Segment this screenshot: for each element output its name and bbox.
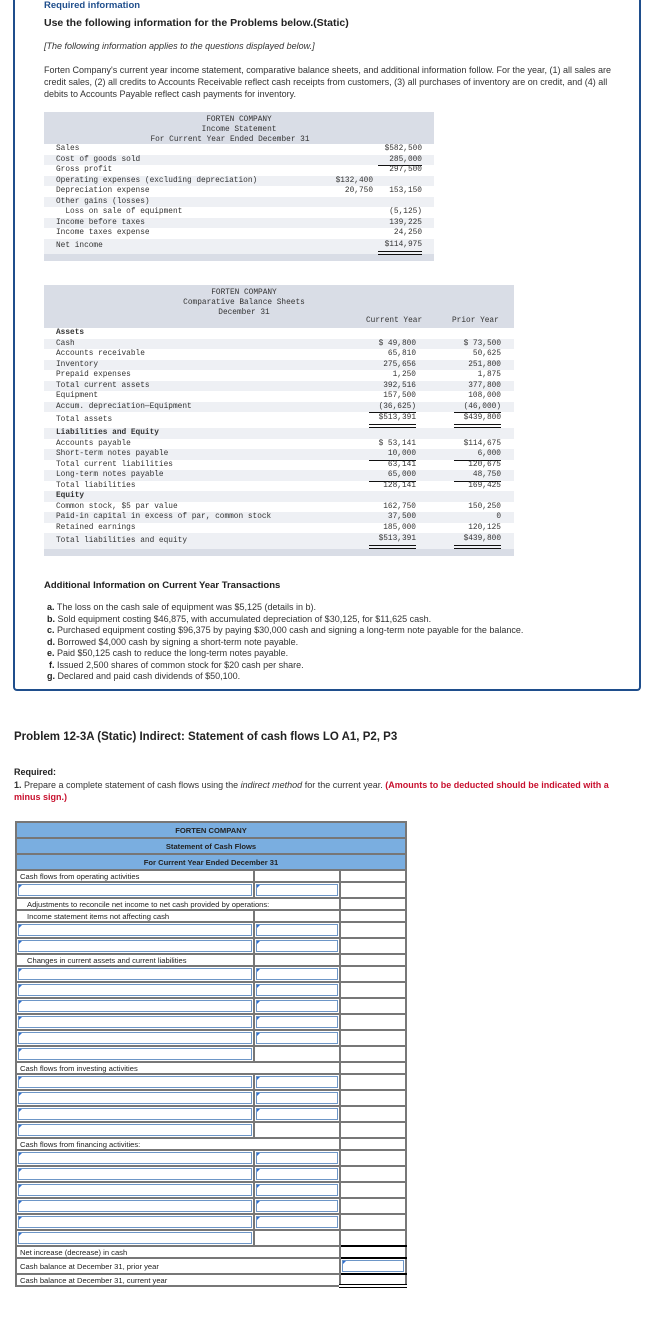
investing-amount-input[interactable]: [256, 1076, 338, 1088]
bs-row: Assets: [56, 329, 85, 337]
additional-info-item: g. Declared and paid cash dividends of $50,100.: [47, 671, 241, 681]
current-balance-label: Cash balance at December 31, current year: [16, 1274, 340, 1286]
empty-cell: [340, 1074, 406, 1090]
bs-row: Common stock, $5 par value 162,750 150,250: [56, 502, 501, 511]
change-label-input[interactable]: [18, 1016, 252, 1028]
change-amount-input[interactable]: [256, 1016, 338, 1028]
intro-paragraph: Forten Company's current year income statement, comparative balance sheets, and additional information follow. For the year, (1) all sales are credit sales, (2) all credits to Accounts Receivable reflect cash receipts from customers, (3) all purchases of inventory are on credit, and (4) all debits to Accounts Payable reflect cash payments for inventory.: [44, 65, 611, 99]
bs-row: Total liabilities 128,141 169,425: [56, 481, 501, 490]
bs-row: Accounts payable $ 53,141 $114,675: [56, 439, 501, 448]
empty-cell: [340, 954, 406, 966]
company-name: FORTEN COMPANY: [206, 116, 272, 124]
bs-row: Long-term notes payable 65,000 48,750: [44, 470, 514, 481]
is-row: Other gains (losses): [44, 197, 434, 208]
bs-row: Paid-in capital in excess of par, common stock 37,500 0: [44, 512, 514, 523]
is-footer-bar: [44, 254, 434, 261]
financing-amount-input[interactable]: [256, 1152, 338, 1164]
investing-total-cell: [340, 1122, 406, 1138]
operating-amount-input[interactable]: [256, 884, 338, 896]
statement-period: December 31: [218, 309, 270, 317]
empty-cell: [254, 1046, 340, 1062]
empty-cell: [340, 1150, 406, 1166]
operating-header: Cash flows from operating activities: [16, 870, 254, 882]
balance-sheet-header: [44, 285, 514, 328]
statement-title: Comparative Balance Sheets: [183, 299, 305, 307]
change-label-input[interactable]: [18, 1032, 252, 1044]
financing-amount-input[interactable]: [256, 1216, 338, 1228]
additional-info-item: e. Paid $50,125 cash to reduce the long-term notes payable.: [47, 648, 289, 658]
financing-amount-input[interactable]: [256, 1200, 338, 1212]
is-row: Cost of goods sold 285,000: [44, 155, 434, 166]
empty-cell: [340, 982, 406, 998]
investing-label-input[interactable]: [18, 1108, 252, 1120]
financing-label-input[interactable]: [18, 1168, 252, 1180]
additional-info-item: f. Issued 2,500 shares of common stock for $20 cash per share.: [49, 659, 304, 670]
empty-cell: [340, 882, 406, 898]
empty-cell: [254, 1122, 340, 1138]
investing-header: Cash flows from investing activities: [16, 1062, 340, 1074]
col-current-year: Current Year: [366, 317, 423, 325]
financing-header: Cash flows from financing activities:: [16, 1138, 340, 1150]
company-name: FORTEN COMPANY: [211, 289, 277, 297]
prior-balance-label: Cash balance at December 31, prior year: [16, 1258, 340, 1274]
empty-cell: [340, 922, 406, 938]
change-amount-input[interactable]: [256, 968, 338, 980]
empty-cell: [340, 1062, 406, 1074]
additional-info-title: Additional Information on Current Year Transactions: [44, 580, 281, 591]
col-prior-year: Prior Year: [452, 317, 499, 325]
is-row: Depreciation expense 20,750 153,150: [44, 186, 434, 197]
cf-statement-period: For Current Year Ended December 31: [16, 854, 406, 870]
empty-cell: [254, 870, 340, 882]
operating-total-cell: [340, 1046, 406, 1062]
non-cash-label-input[interactable]: [18, 940, 252, 952]
investing-label-input[interactable]: [18, 1076, 252, 1088]
empty-cell: [340, 1198, 406, 1214]
financing-label-input[interactable]: [18, 1216, 252, 1228]
prior-balance-input[interactable]: [342, 1260, 404, 1272]
operating-total-label-input[interactable]: [18, 1048, 252, 1060]
empty-cell: [254, 1230, 340, 1246]
income-statement-header: [44, 112, 434, 144]
financing-total-cell: [340, 1230, 406, 1246]
empty-cell: [340, 966, 406, 982]
bs-row: Equity: [44, 491, 514, 502]
additional-info-item: b. Sold equipment costing $46,875, with accumulated depreciation of $30,125, for $11,625 cash.: [47, 613, 432, 624]
net-increase-cell: [340, 1246, 406, 1258]
is-row: Sales $582,500: [56, 145, 422, 153]
adjustments-label: Adjustments to reconcile net income to net cash provided by operations:: [16, 898, 340, 910]
balance-sheet: [44, 285, 514, 556]
is-row: Loss on sale of equipment (5,125): [44, 207, 434, 218]
non-cash-label-input[interactable]: [18, 924, 252, 936]
bs-row: Liabilities and Equity: [44, 428, 514, 439]
is-row: Income before taxes 139,225: [44, 218, 434, 229]
empty-cell: [340, 1030, 406, 1046]
empty-cell: [254, 954, 340, 966]
is-row-net-income: Net income $114,975: [44, 239, 434, 254]
change-amount-input[interactable]: [256, 984, 338, 996]
net-increase-label: Net increase (decrease) in cash: [16, 1246, 340, 1258]
changes-label: Changes in current assets and current liabilities: [16, 954, 254, 966]
bs-row: Total current liabilities 63,141 120,675: [56, 460, 501, 469]
empty-cell: [340, 1106, 406, 1122]
empty-cell: [340, 938, 406, 954]
bs-row: Retained earnings 185,000 120,125: [44, 523, 514, 534]
bs-row: Equipment 157,500 108,000: [56, 392, 501, 400]
financing-label-input[interactable]: [18, 1152, 252, 1164]
use-following-heading: Use the following information for the Problems below.(Static): [44, 17, 349, 29]
investing-amount-input[interactable]: [256, 1092, 338, 1104]
required-instructions: 1. Prepare a complete statement of cash flows using the indirect method for the current year. (Amounts to be deducted should be indicated with a minus sign.): [14, 780, 609, 802]
empty-cell: [340, 998, 406, 1014]
non-cash-amount-input[interactable]: [256, 940, 338, 952]
cash-flow-statement-table: [15, 821, 407, 1288]
bs-row: Inventory 275,656 251,800: [44, 360, 514, 371]
is-row: Gross profit 297,500: [56, 166, 422, 174]
empty-cell: [340, 910, 406, 922]
change-label-input[interactable]: [18, 1000, 252, 1012]
bs-row: Short-term notes payable 10,000 6,000: [44, 449, 514, 460]
bs-row: Total liabilities and equity $513,391 $439,800: [44, 533, 514, 549]
is-row: Income taxes expense 24,250: [44, 228, 434, 239]
change-label-input[interactable]: [18, 968, 252, 980]
bs-row: Accounts receivable 65,810 50,625: [56, 350, 501, 358]
is-row: Operating expenses (excluding depreciation) $132,400: [44, 176, 434, 187]
non-cash-amount-input[interactable]: [256, 924, 338, 936]
bs-row: Cash $ 49,800 $ 73,500: [44, 339, 514, 350]
bs-row: Total assets $513,391 $439,800: [44, 412, 514, 428]
change-amount-input[interactable]: [256, 1000, 338, 1012]
additional-info-list: [47, 602, 523, 683]
empty-cell: [340, 1138, 406, 1150]
bs-row: Total current assets 392,516 377,800: [44, 381, 514, 392]
investing-label-input[interactable]: [18, 1092, 252, 1104]
current-balance-cell: [340, 1274, 406, 1286]
bs-row: Accum. depreciation—Equipment (36,625) (46,000): [44, 402, 514, 413]
required-label: Required:: [14, 767, 57, 777]
non-cash-items-label: Income statement items not affecting cash: [16, 910, 254, 922]
additional-info-item: c. Purchased equipment costing $96,375 by paying $30,000 cash and signing a long-term note payable for the balance.: [47, 625, 524, 635]
investing-total-label-input[interactable]: [18, 1124, 252, 1136]
cf-company-name: FORTEN COMPANY: [16, 822, 406, 838]
statement-period: For Current Year Ended December 31: [150, 136, 310, 144]
bs-footer-bar: [44, 549, 514, 556]
problem-title: Problem 12-3A (Static) Indirect: Statement of cash flows LO A1, P2, P3: [14, 731, 398, 743]
italic-note: [The following information applies to the questions displayed below.]: [44, 41, 315, 51]
additional-info-item: a. The loss on the cash sale of equipment was $5,125 (details in b).: [47, 602, 317, 612]
operating-label-input[interactable]: [18, 884, 252, 896]
change-amount-input[interactable]: [256, 1032, 338, 1044]
empty-cell: [254, 910, 340, 922]
empty-cell: [340, 1214, 406, 1230]
required-information-label: Required information: [44, 0, 141, 11]
financing-total-label-input[interactable]: [18, 1232, 252, 1244]
bs-row: Prepaid expenses 1,250 1,875: [44, 370, 514, 381]
income-statement: [44, 112, 434, 261]
statement-title: Income Statement: [201, 126, 277, 134]
empty-cell: [340, 1014, 406, 1030]
empty-cell: [340, 898, 406, 910]
financing-label-input[interactable]: [18, 1184, 252, 1196]
cf-statement-title: Statement of Cash Flows: [16, 838, 406, 854]
empty-cell: [340, 1182, 406, 1198]
financing-amount-input[interactable]: [256, 1168, 338, 1180]
empty-cell: [340, 1166, 406, 1182]
change-label-input[interactable]: [18, 984, 252, 996]
empty-cell: [340, 870, 406, 882]
minus-sign-note: (Amounts to be deducted should be indicated with a minus sign.): [14, 780, 609, 802]
financing-label-input[interactable]: [18, 1200, 252, 1212]
additional-info-item: d. Borrowed $4,000 cash by signing a short-term note payable.: [47, 636, 299, 647]
investing-amount-input[interactable]: [256, 1108, 338, 1120]
financing-amount-input[interactable]: [256, 1184, 338, 1196]
empty-cell: [340, 1090, 406, 1106]
